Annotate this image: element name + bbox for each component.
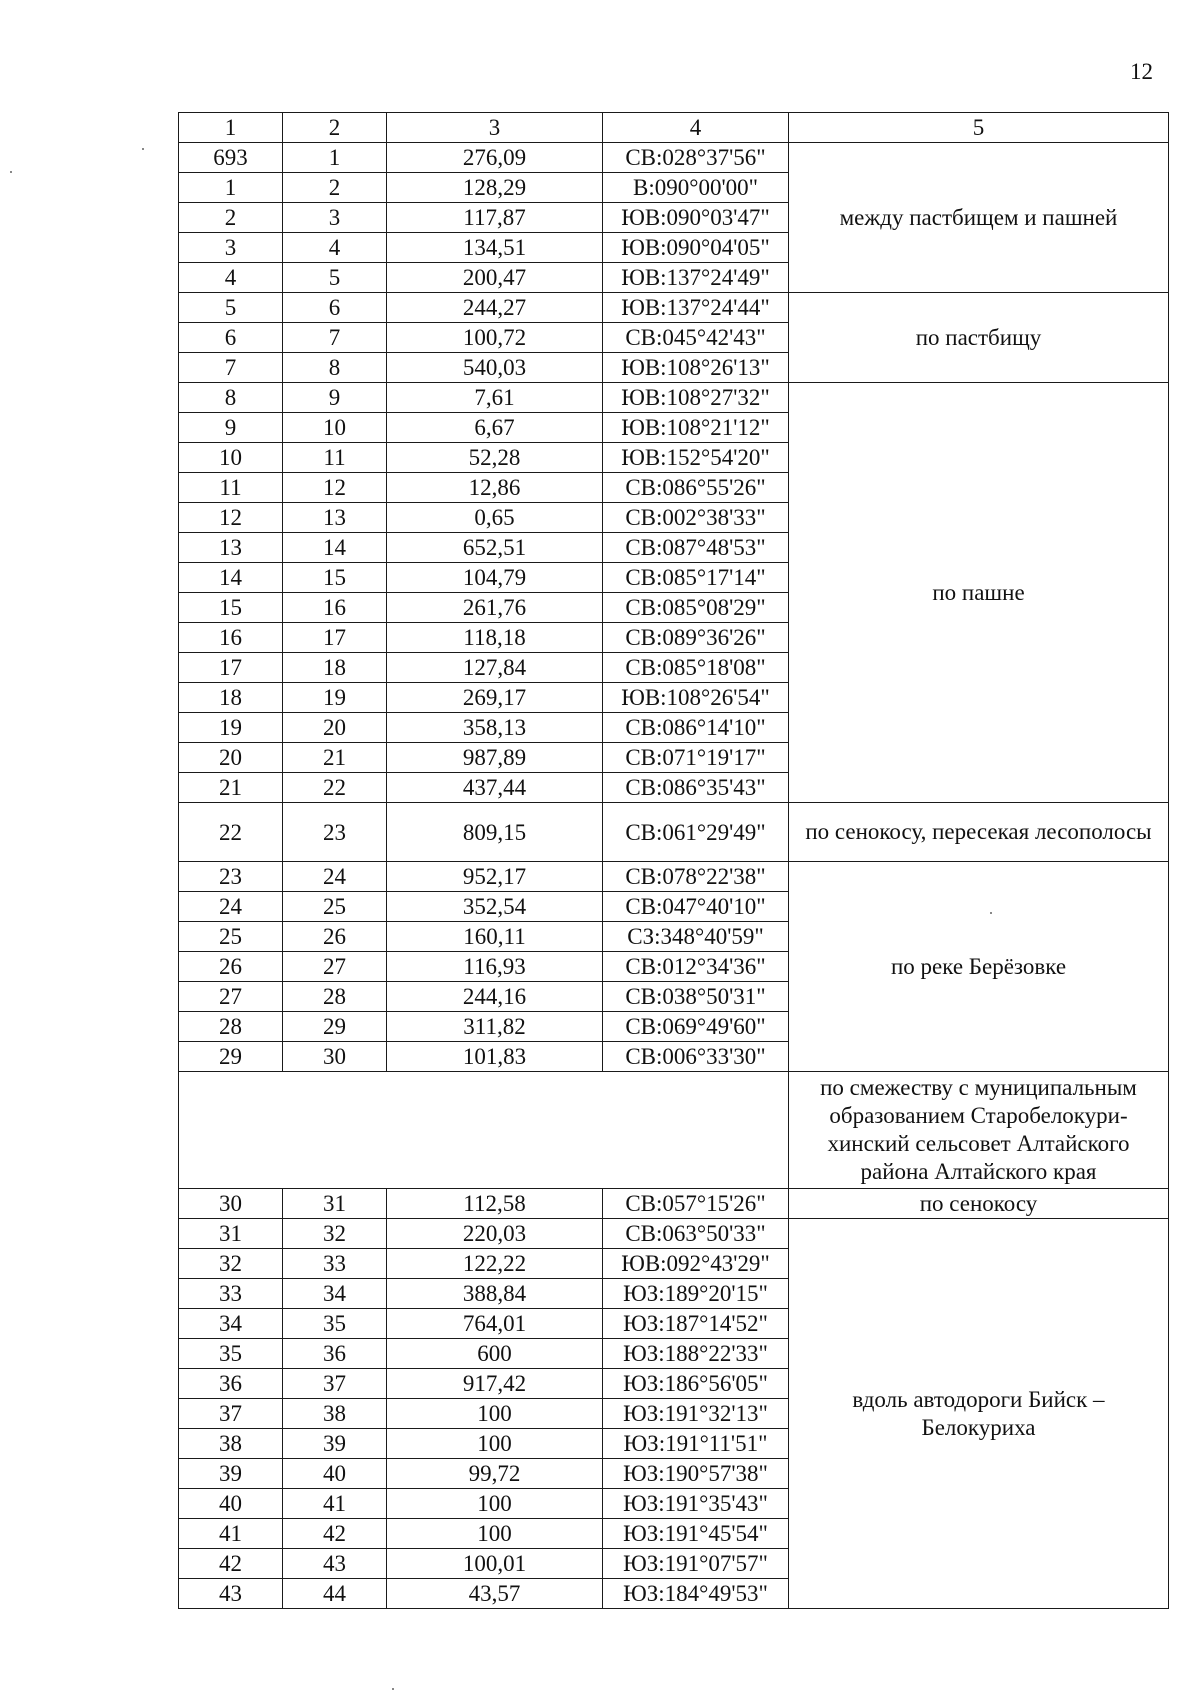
point-from: 28 — [179, 1012, 283, 1042]
length: 809,15 — [387, 803, 603, 862]
boundary-description: вдоль автодороги Бийск – Белокуриха — [789, 1219, 1169, 1609]
scan-speck — [142, 148, 144, 150]
point-from: 27 — [179, 982, 283, 1012]
length: 116,93 — [387, 952, 603, 982]
bearing: СВ:006°33'30" — [603, 1042, 789, 1072]
point-to: 19 — [283, 683, 387, 713]
length: 100 — [387, 1519, 603, 1549]
point-from: 19 — [179, 713, 283, 743]
point-from: 38 — [179, 1429, 283, 1459]
point-from: 40 — [179, 1489, 283, 1519]
page-number: 12 — [1130, 59, 1153, 84]
length: 352,54 — [387, 892, 603, 922]
bearing: СВ:085°17'14" — [603, 563, 789, 593]
point-to: 16 — [283, 593, 387, 623]
bearing: СВ:086°35'43" — [603, 773, 789, 803]
length: 100 — [387, 1399, 603, 1429]
bearing: СВ:028°37'56" — [603, 143, 789, 173]
point-to: 31 — [283, 1189, 387, 1219]
bearing: ЮЗ:184°49'53" — [603, 1579, 789, 1609]
point-from: 13 — [179, 533, 283, 563]
point-from: 1 — [179, 173, 283, 203]
point-to: 36 — [283, 1339, 387, 1369]
header-row — [179, 113, 1169, 143]
length: 100 — [387, 1429, 603, 1459]
point-to: 10 — [283, 413, 387, 443]
length: 100,01 — [387, 1549, 603, 1579]
bearing: СВ:061°29'49" — [603, 803, 789, 862]
point-to: 18 — [283, 653, 387, 683]
table-row — [179, 1189, 1169, 1219]
length: 6,67 — [387, 413, 603, 443]
bearing: ЮВ:090°03'47" — [603, 203, 789, 233]
point-to: 13 — [283, 503, 387, 533]
point-from: 6 — [179, 323, 283, 353]
bearing: ЮВ:108°26'13" — [603, 353, 789, 383]
point-to: 3 — [283, 203, 387, 233]
bearing: ЮВ:090°04'05" — [603, 233, 789, 263]
point-to: 32 — [283, 1219, 387, 1249]
column-header: 4 — [603, 113, 789, 143]
bearing: ЮЗ:191°11'51" — [603, 1429, 789, 1459]
table-row — [179, 1219, 1169, 1249]
column-header: 5 — [789, 113, 1169, 143]
point-from: 23 — [179, 862, 283, 892]
table-body — [179, 143, 1169, 1609]
point-from: 25 — [179, 922, 283, 952]
point-to: 24 — [283, 862, 387, 892]
point-from: 16 — [179, 623, 283, 653]
scan-speck — [392, 1688, 394, 1690]
boundary-description: по сенокосу, пересекая лесополосы — [789, 803, 1169, 862]
length: 652,51 — [387, 533, 603, 563]
point-from: 39 — [179, 1459, 283, 1489]
length: 43,57 — [387, 1579, 603, 1609]
point-to: 43 — [283, 1549, 387, 1579]
point-from: 43 — [179, 1579, 283, 1609]
bearing: В:090°00'00" — [603, 173, 789, 203]
length: 99,72 — [387, 1459, 603, 1489]
point-to: 35 — [283, 1309, 387, 1339]
point-to: 23 — [283, 803, 387, 862]
length: 952,17 — [387, 862, 603, 892]
point-from: 41 — [179, 1519, 283, 1549]
bearing: СВ:086°14'10" — [603, 713, 789, 743]
bearing: ЮЗ:190°57'38" — [603, 1459, 789, 1489]
boundary-table — [178, 112, 1169, 1609]
point-to: 11 — [283, 443, 387, 473]
point-to: 2 — [283, 173, 387, 203]
length: 200,47 — [387, 263, 603, 293]
bearing: СВ:047°40'10" — [603, 892, 789, 922]
bearing: СВ:086°55'26" — [603, 473, 789, 503]
point-to: 38 — [283, 1399, 387, 1429]
length: 600 — [387, 1339, 603, 1369]
column-header: 2 — [283, 113, 387, 143]
length: 917,42 — [387, 1369, 603, 1399]
bearing: ЮВ:108°26'54" — [603, 683, 789, 713]
point-from: 14 — [179, 563, 283, 593]
point-from: 31 — [179, 1219, 283, 1249]
length: 244,16 — [387, 982, 603, 1012]
bearing: СВ:071°19'17" — [603, 743, 789, 773]
bearing: СВ:085°18'08" — [603, 653, 789, 683]
point-to: 33 — [283, 1249, 387, 1279]
point-from: 3 — [179, 233, 283, 263]
length: 311,82 — [387, 1012, 603, 1042]
point-to: 25 — [283, 892, 387, 922]
point-from: 36 — [179, 1369, 283, 1399]
bearing: СВ:012°34'36" — [603, 952, 789, 982]
boundary-description: по пастбищу — [789, 293, 1169, 383]
length: 358,13 — [387, 713, 603, 743]
length: 0,65 — [387, 503, 603, 533]
point-from: 33 — [179, 1279, 283, 1309]
bearing: СВ:063°50'33" — [603, 1219, 789, 1249]
bearing: ЮВ:137°24'44" — [603, 293, 789, 323]
point-to: 14 — [283, 533, 387, 563]
length: 52,28 — [387, 443, 603, 473]
length: 269,17 — [387, 683, 603, 713]
point-from: 30 — [179, 1189, 283, 1219]
bearing: ЮВ:137°24'49" — [603, 263, 789, 293]
point-from: 42 — [179, 1549, 283, 1579]
length: 540,03 — [387, 353, 603, 383]
bearing: СВ:002°38'33" — [603, 503, 789, 533]
adjacency-row — [179, 1072, 1169, 1189]
length: 128,29 — [387, 173, 603, 203]
bearing: ЮЗ:188°22'33" — [603, 1339, 789, 1369]
length: 100,72 — [387, 323, 603, 353]
bearing: ЮВ:152°54'20" — [603, 443, 789, 473]
length: 104,79 — [387, 563, 603, 593]
length: 7,61 — [387, 383, 603, 413]
point-to: 29 — [283, 1012, 387, 1042]
point-to: 12 — [283, 473, 387, 503]
bearing: ЮЗ:191°07'57" — [603, 1549, 789, 1579]
bearing: ЮВ:108°27'32" — [603, 383, 789, 413]
table-row — [179, 143, 1169, 173]
point-to: 8 — [283, 353, 387, 383]
length: 100 — [387, 1489, 603, 1519]
point-from: 11 — [179, 473, 283, 503]
point-from: 35 — [179, 1339, 283, 1369]
bearing: СВ:038°50'31" — [603, 982, 789, 1012]
bearing: ЮЗ:187°14'52" — [603, 1309, 789, 1339]
bearing: СВ:089°36'26" — [603, 623, 789, 653]
bearing: ЮЗ:189°20'15" — [603, 1279, 789, 1309]
length: 388,84 — [387, 1279, 603, 1309]
length: 276,09 — [387, 143, 603, 173]
length: 112,58 — [387, 1189, 603, 1219]
length: 160,11 — [387, 922, 603, 952]
point-from: 15 — [179, 593, 283, 623]
point-from: 24 — [179, 892, 283, 922]
length: 118,18 — [387, 623, 603, 653]
length: 437,44 — [387, 773, 603, 803]
point-to: 26 — [283, 922, 387, 952]
bearing: СВ:045°42'43" — [603, 323, 789, 353]
bearing: ЮЗ:191°35'43" — [603, 1489, 789, 1519]
length: 244,27 — [387, 293, 603, 323]
adjacency-description: по смежеству с муниципальным образованием Старобелокури-хинский сельсовет Алтайского района Алтайского края — [789, 1072, 1169, 1189]
length: 127,84 — [387, 653, 603, 683]
table-row — [179, 803, 1169, 862]
point-from: 21 — [179, 773, 283, 803]
length: 220,03 — [387, 1219, 603, 1249]
point-to: 7 — [283, 323, 387, 353]
bearing: ЮЗ:191°45'54" — [603, 1519, 789, 1549]
point-from: 8 — [179, 383, 283, 413]
point-from: 29 — [179, 1042, 283, 1072]
bearing: СЗ:348°40'59" — [603, 922, 789, 952]
column-header: 1 — [179, 113, 283, 143]
scan-speck — [990, 912, 992, 914]
table-row — [179, 383, 1169, 413]
length: 987,89 — [387, 743, 603, 773]
scan-speck — [10, 171, 12, 173]
point-to: 39 — [283, 1429, 387, 1459]
point-from: 34 — [179, 1309, 283, 1339]
point-from: 5 — [179, 293, 283, 323]
length: 12,86 — [387, 473, 603, 503]
table-row — [179, 293, 1169, 323]
length: 134,51 — [387, 233, 603, 263]
point-to: 37 — [283, 1369, 387, 1399]
point-to: 6 — [283, 293, 387, 323]
point-to: 44 — [283, 1579, 387, 1609]
bearing: СВ:087°48'53" — [603, 533, 789, 563]
point-to: 40 — [283, 1459, 387, 1489]
point-from: 2 — [179, 203, 283, 233]
point-from: 18 — [179, 683, 283, 713]
point-to: 1 — [283, 143, 387, 173]
point-to: 42 — [283, 1519, 387, 1549]
point-to: 22 — [283, 773, 387, 803]
bearing: СВ:069°49'60" — [603, 1012, 789, 1042]
column-header: 3 — [387, 113, 603, 143]
point-from: 7 — [179, 353, 283, 383]
point-from: 37 — [179, 1399, 283, 1429]
point-from: 20 — [179, 743, 283, 773]
bearing: ЮВ:092°43'29" — [603, 1249, 789, 1279]
point-to: 21 — [283, 743, 387, 773]
point-to: 4 — [283, 233, 387, 263]
point-from: 693 — [179, 143, 283, 173]
point-to: 28 — [283, 982, 387, 1012]
point-from: 22 — [179, 803, 283, 862]
length: 122,22 — [387, 1249, 603, 1279]
bearing: ЮЗ:186°56'05" — [603, 1369, 789, 1399]
boundary-description: по реке Берёзовке — [789, 862, 1169, 1072]
point-from: 12 — [179, 503, 283, 533]
boundary-description: по сенокосу — [789, 1189, 1169, 1219]
point-to: 17 — [283, 623, 387, 653]
point-from: 4 — [179, 263, 283, 293]
empty-merged-cell — [179, 1072, 789, 1189]
bearing: ЮВ:108°21'12" — [603, 413, 789, 443]
point-to: 30 — [283, 1042, 387, 1072]
point-to: 15 — [283, 563, 387, 593]
length: 101,83 — [387, 1042, 603, 1072]
point-from: 17 — [179, 653, 283, 683]
bearing: СВ:057°15'26" — [603, 1189, 789, 1219]
point-to: 27 — [283, 952, 387, 982]
length: 261,76 — [387, 593, 603, 623]
bearing: СВ:078°22'38" — [603, 862, 789, 892]
table-row — [179, 862, 1169, 892]
point-to: 9 — [283, 383, 387, 413]
boundary-description: между пастбищем и пашней — [789, 143, 1169, 293]
point-from: 9 — [179, 413, 283, 443]
point-from: 32 — [179, 1249, 283, 1279]
point-from: 26 — [179, 952, 283, 982]
length: 764,01 — [387, 1309, 603, 1339]
length: 117,87 — [387, 203, 603, 233]
bearing: СВ:085°08'29" — [603, 593, 789, 623]
bearing: ЮЗ:191°32'13" — [603, 1399, 789, 1429]
point-to: 20 — [283, 713, 387, 743]
point-to: 41 — [283, 1489, 387, 1519]
point-to: 34 — [283, 1279, 387, 1309]
point-from: 10 — [179, 443, 283, 473]
point-to: 5 — [283, 263, 387, 293]
boundary-description: по пашне — [789, 383, 1169, 803]
